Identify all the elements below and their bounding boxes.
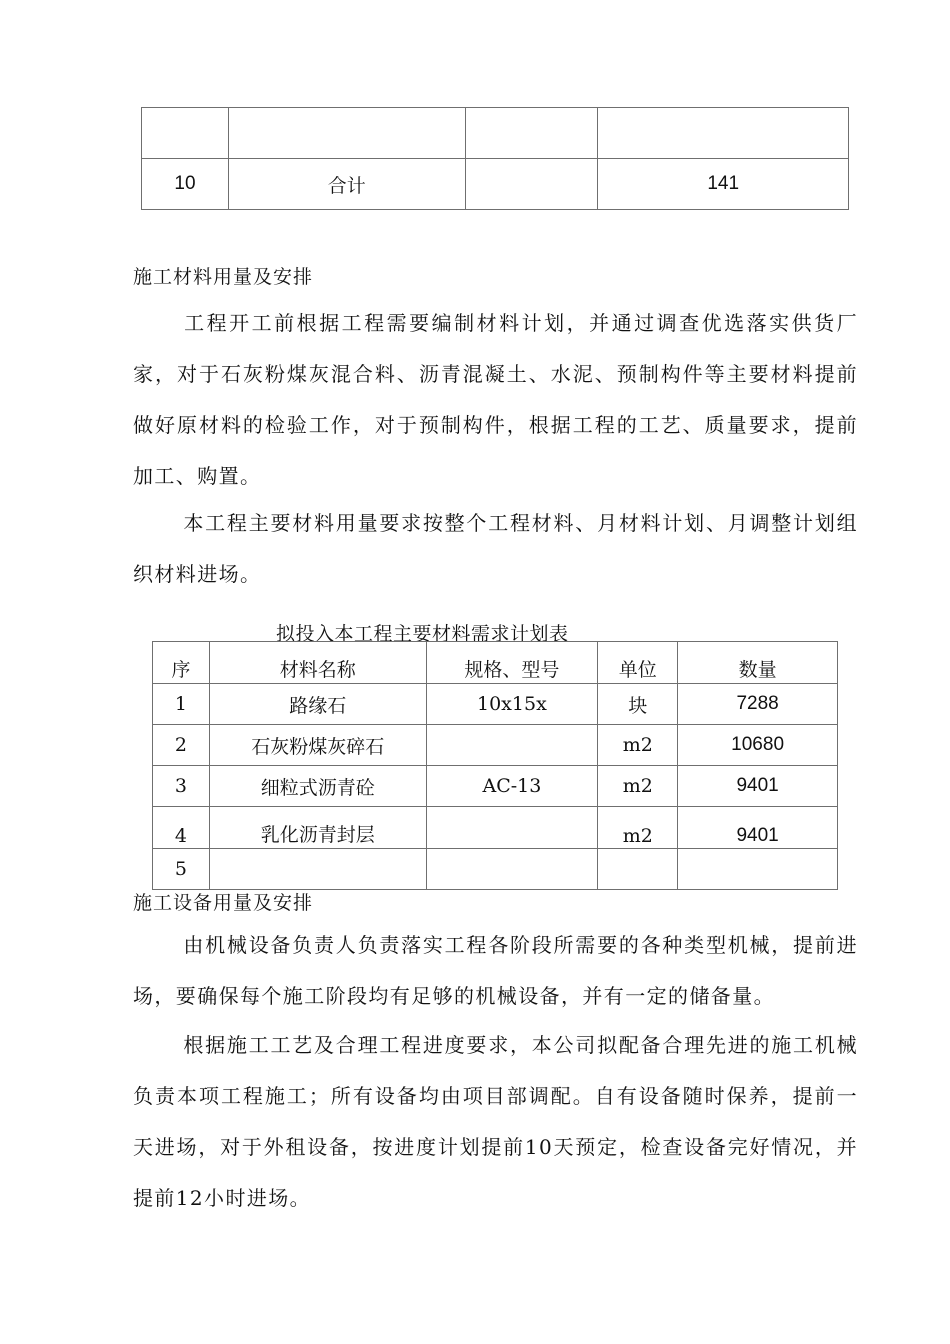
table-cell — [209, 849, 426, 890]
table-cell — [598, 108, 849, 159]
table-cell — [228, 108, 465, 159]
table-cell: 块 — [598, 684, 678, 725]
paragraph — [133, 298, 858, 502]
table-cell: m2 — [598, 807, 678, 849]
table-cell: 7288 — [678, 684, 838, 725]
header-cell-unit: 单位 — [598, 642, 678, 684]
paragraph-text: 由机械设备负责人负责落实工程各阶段所需要的各种类型机械，提前进场，要确保每个施工阶段均有足够的机械设备，并有一定的储备量。 — [133, 933, 858, 1008]
table-row — [153, 684, 838, 725]
table-cell: AC-13 — [426, 766, 598, 807]
table-cell — [142, 108, 229, 159]
header-cell-spec: 规格、型号 — [426, 642, 598, 684]
table-cell — [465, 108, 598, 159]
table-cell: 10680 — [678, 725, 838, 766]
header-cell-index: 序 — [153, 642, 210, 684]
table-cell: 4 — [153, 807, 210, 849]
table-cell — [678, 849, 838, 890]
table-cell: 石灰粉煤灰碎石 — [209, 725, 426, 766]
paragraph-text: 工程开工前根据工程需要编制材料计划，并通过调查优选落实供货厂家，对于石灰粉煤灰混合料、沥青混凝土、水泥、预制构件等主要材料提前做好原材料的检验工作，对于预制构件，根据工程的工艺、质量要求，提前加工、购置。 — [133, 311, 858, 488]
total-label: 合计 — [228, 159, 465, 210]
table-row — [153, 725, 838, 766]
table-row — [153, 807, 838, 849]
total-value: 141 — [598, 159, 849, 210]
header-cell-quantity: 数量 — [678, 642, 838, 684]
table-caption: 拟投入本工程主要材料需求计划表 — [276, 623, 569, 645]
paragraph — [133, 498, 858, 600]
table-cell: 9401 — [678, 766, 838, 807]
table-cell: 9401 — [678, 807, 838, 849]
table-cell: 乳化沥青封层 — [209, 807, 426, 849]
row-index: 10 — [142, 159, 229, 210]
table-cell: 路缘石 — [209, 684, 426, 725]
paragraph — [133, 920, 858, 1022]
table-cell: m2 — [598, 766, 678, 807]
table-cell: 1 — [153, 684, 210, 725]
paragraph — [133, 1020, 858, 1224]
table-row — [142, 108, 849, 159]
table-cell: 10x15x — [426, 684, 598, 725]
table-row — [153, 849, 838, 890]
table-cell — [426, 725, 598, 766]
table-cell: 2 — [153, 725, 210, 766]
table-cell: 5 — [153, 849, 210, 890]
table-header-row — [153, 642, 838, 684]
table-cell — [426, 807, 598, 849]
material-table — [152, 641, 838, 890]
header-cell-name: 材料名称 — [209, 642, 426, 684]
summary-table — [141, 107, 849, 210]
paragraph-text: 本工程主要材料用量要求按整个工程材料、月材料计划、月调整计划组织材料进场。 — [133, 511, 858, 586]
table-row — [153, 766, 838, 807]
table-cell — [465, 159, 598, 210]
table-cell — [598, 849, 678, 890]
table-cell — [426, 849, 598, 890]
paragraph-text: 根据施工工艺及合理工程进度要求，本公司拟配备合理先进的施工机械负责本项工程施工；所有设备均由项目部调配。自有设备随时保养，提前一天进场，对于外租设备，按进度计划提前10天预定，检查设备完好情况，并提前12小时进场。 — [133, 1033, 858, 1210]
table-cell: 细粒式沥青砼 — [209, 766, 426, 807]
section-heading-equipment: 施工设备用量及安排 — [133, 892, 314, 914]
table-cell: m2 — [598, 725, 678, 766]
section-heading-materials: 施工材料用量及安排 — [133, 266, 314, 288]
table-row-total — [142, 159, 849, 210]
table-cell: 3 — [153, 766, 210, 807]
